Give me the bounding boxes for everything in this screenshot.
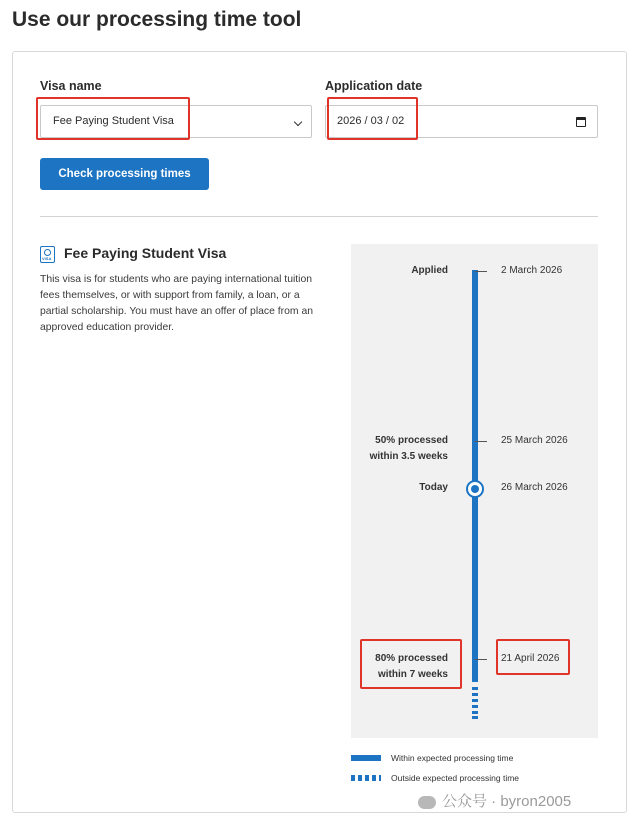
timeline-within-bar: [472, 270, 478, 682]
p50-label: [370, 433, 448, 465]
watermark: [418, 790, 571, 811]
visa-title: Fee Paying Student Visa: [64, 245, 227, 261]
p80-label-line2: within 7 weeks: [377, 669, 448, 680]
watermark-text: 公众号 · byron2005: [442, 793, 572, 810]
p50-date: 25 March 2026: [501, 435, 568, 446]
applied-label: Applied: [411, 265, 448, 276]
applied-date: 2 March 2026: [501, 265, 563, 276]
visa-name-value: Fee Paying Student Visa: [53, 115, 174, 127]
timeline-tick: [475, 441, 487, 442]
wechat-icon: [418, 796, 436, 809]
timeline-outside-dash: [472, 716, 478, 719]
today-date: 26 March 2026: [501, 482, 568, 493]
p50-label-line2: within 3.5 weeks: [369, 451, 448, 462]
timeline-tick: [475, 271, 487, 272]
today-label: Today: [419, 482, 448, 493]
today-marker-icon: [466, 480, 484, 498]
visa-name-label: Visa name: [40, 79, 102, 93]
calendar-icon[interactable]: [576, 117, 586, 127]
visa-card-icon: VISA: [40, 246, 55, 263]
page-title: Use our processing time tool: [12, 8, 302, 31]
timeline-outside-dash: [472, 711, 478, 714]
p50-label-line1: 50% processed: [375, 435, 448, 446]
divider: [40, 216, 598, 217]
highlight-visa-select: [36, 97, 190, 140]
legend-outside-swatch: [351, 775, 381, 781]
visa-description: This visa is for students who are paying international tuition fees themselves, or with support from family, a loan, or a partial scholarship. You must have an offer of place from an approved education provider.: [40, 274, 314, 333]
application-date-label: Application date: [325, 79, 423, 93]
highlight-date-input: [327, 97, 418, 140]
timeline-outside-dash: [472, 687, 478, 690]
application-date-value: 2026 / 03 / 02: [337, 115, 405, 127]
p80-date: 21 April 2026: [501, 653, 560, 664]
highlight-p80-label: [360, 639, 462, 689]
legend-within-label: Within expected processing time: [391, 753, 514, 763]
highlight-p80-date: [496, 639, 570, 675]
timeline-outside-dash: [472, 705, 478, 708]
legend-outside-label: Outside expected processing time: [391, 773, 520, 783]
chevron-down-icon: [294, 118, 302, 126]
check-processing-times-button[interactable]: Check processing times: [40, 158, 209, 190]
timeline-outside-dash: [472, 693, 478, 696]
p80-label-line1: 80% processed: [375, 653, 448, 664]
timeline-tick: [475, 659, 487, 660]
timeline-outside-dash: [472, 699, 478, 702]
legend-within-swatch: [351, 755, 381, 761]
